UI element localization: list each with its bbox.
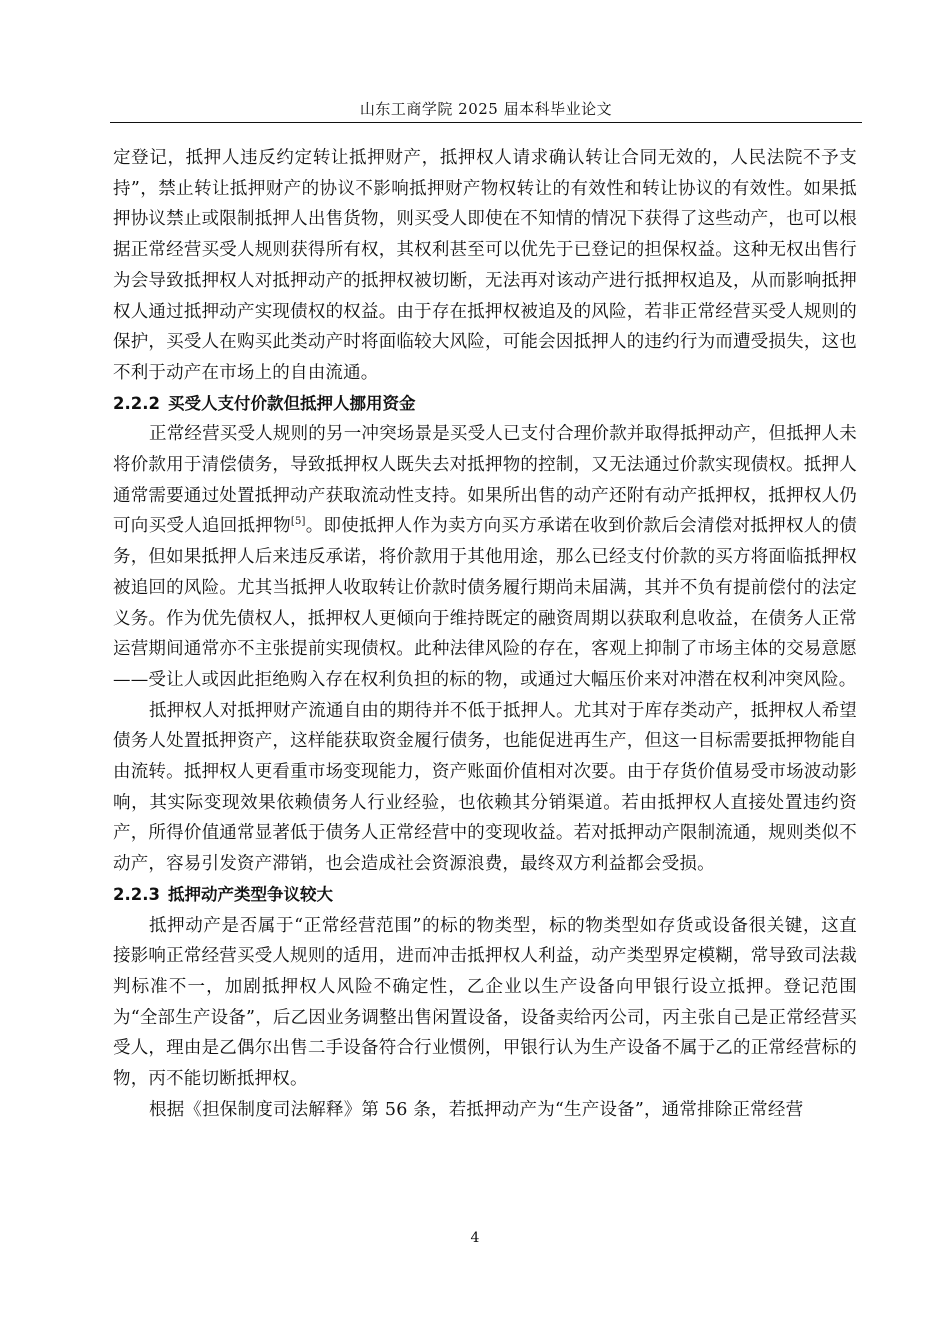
section-number: 2.2.3: [113, 884, 160, 904]
paragraph: 抵押动产是否属于“正常经营范围”的标的物类型，标的物类型如存货或设备很关键，这直接影响正常经营买受人规则的适用，进而冲击抵押权人利益，动产类型界定模糊，常导致司法裁判标准不一，加剧抵押权人风险不确定性，乙企业以生产设备向甲银行设立抵押。登记范围为“全部生产设备”，后乙因业务调整出售闲置设备，设备卖给丙公司，丙主张自己是正常经营买受人，理由是乙偶尔出售二手设备符合行业惯例，甲银行认为生产设备不属于乙的正常经营标的物，丙不能切断抵押权。: [113, 915, 857, 1090]
section-title: 抵押动产类型争议较大: [167, 884, 333, 904]
section-heading-2-2-2: [113, 389, 857, 420]
citation-reference: [5]: [290, 516, 306, 528]
paragraph-continuation: 定登记，抵押人违反约定转让抵押财产，抵押权人请求确认转让合同无效的，人民法院不予支持”，禁止转让抵押财产的协议不影响抵押财产物权转让的有效性和转让协议的有效性。如果抵押协议禁止或限制抵押人出售货物，则买受人即使在不知情的情况下获得了这些动产，也可以根据正常经营买受人规则获得所有权，其权利甚至可以优先于已登记的担保权益。这种无权出售行为会导致抵押权人对抵押动产的抵押权被切断，无法再对该动产进行抵押权追及，从而影响抵押权人通过抵押动产实现债权的权益。由于存在抵押权被追及的风险，若非正常经营买受人规则的保护，买受人在购买此类动产时将面临较大风险，可能会因抵押人的违约行为而遭受损失，这也不利于动产在市场上的自由流通。: [113, 148, 857, 383]
section-title: 买受人支付价款但抵押人挪用资金: [167, 393, 416, 413]
paragraph-text: 正常经营买受人规则的另一冲突场景是买受人已支付合理价款并取得抵押动产，但抵押人未将价款用于清偿债务，导致抵押权人既失去对抵押物的控制，又无法通过价款实现债权。抵押人通常需要通过处置抵押动产获取流动性支持。如果所出售的动产还附有动产抵押权，抵押权人仍可向买受人追回抵押物: [113, 424, 857, 537]
paragraph-text: 。即使抵押人作为卖方向买方承诺在收到价款后会清偿对抵押权人的债务，但如果抵押人后来违反承诺，将价款用于其他用途，那么已经支付价款的买方将面临抵押权被追回的风险。尤其当抵押人收取转让价款时债务履行期尚未届满，其并不负有提前偿付的法定义务。作为优先债权人，抵押权人更倾向于维持既定的融资周期以获取利息收益，在债务人正常运营期间通常亦不主张提前实现债权。此种法律风险的存在，客观上抑制了市场主体的交易意愿——受让人或因此拒绝购入存在权利负担的标的物，或通过大幅压价来对冲潜在权利冲突风险。: [113, 516, 858, 690]
section-number: 2.2.2: [113, 393, 160, 413]
body-text: [113, 143, 857, 1126]
running-header: 山东工商学院 2025 届本科毕业论文: [359, 100, 613, 118]
paragraph: 抵押权人对抵押财产流通自由的期待并不低于抵押人。尤其对于库存类动产，抵押权人希望债务人处置抵押资产，这样能获取资金履行债务，也能促进再生产，但这一目标需要抵押物能自由流转。抵押权人更看重市场变现能力，资产账面价值相对次要。由于存货价值易受市场波动影响，其实际变现效果依赖债务人行业经验，也依赖其分销渠道。若由抵押权人直接处置违约资产，所得价值通常显著低于债务人正常经营中的变现收益。若对抵押动产限制流通，规则类似不动产，容易引发资产滞销，也会造成社会资源浪费，最终双方利益都会受损。: [113, 700, 857, 875]
paragraph: 根据《担保制度司法解释》第 56 条，若抵押动产为“生产设备”，通常排除正常经营: [149, 1099, 804, 1120]
page-number: 4: [470, 1230, 480, 1246]
header-divider: [110, 122, 862, 123]
section-heading-2-2-3: [113, 880, 857, 911]
paragraph: [113, 419, 857, 695]
